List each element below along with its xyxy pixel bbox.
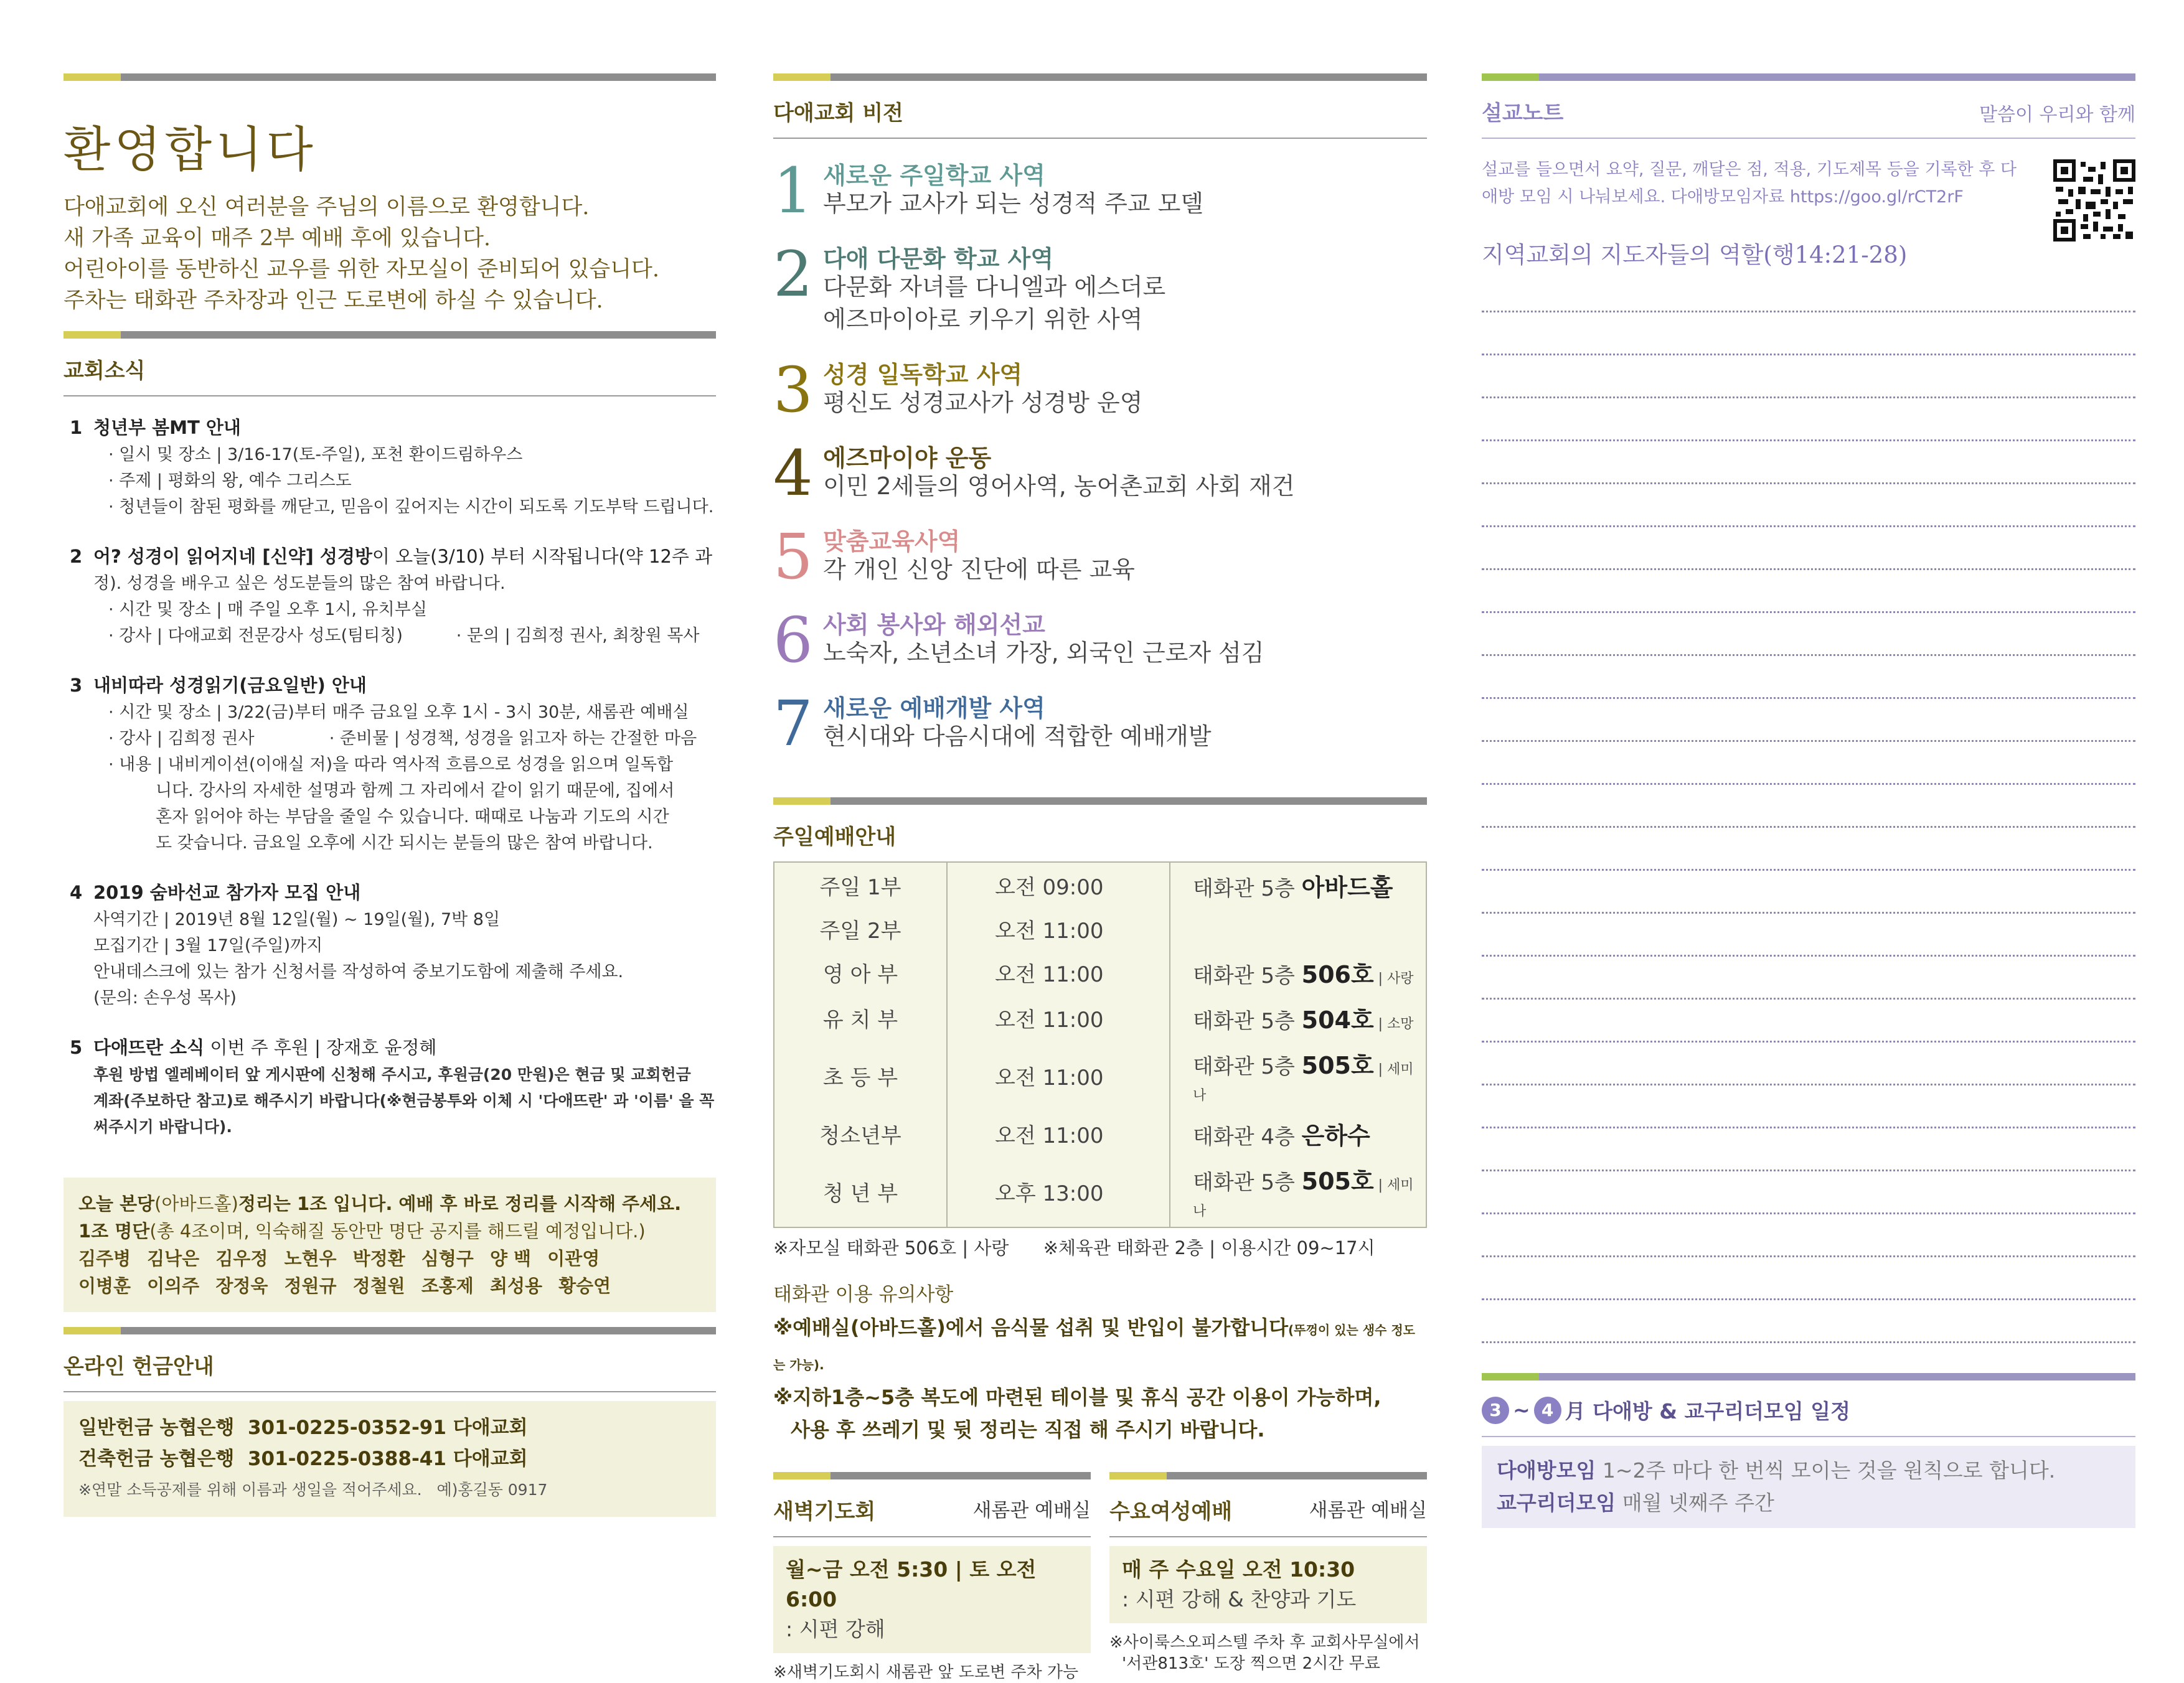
note-line[interactable] bbox=[1482, 699, 2135, 742]
service-name: 주일 2부 bbox=[774, 908, 947, 950]
right-column bbox=[1482, 73, 2135, 1528]
note-lines bbox=[1482, 270, 2135, 1343]
vision-description bbox=[823, 387, 1142, 419]
service-name: 초 등 부 bbox=[774, 1041, 947, 1111]
vision-item bbox=[773, 156, 1427, 240]
vision-description bbox=[823, 553, 1135, 586]
note-line[interactable] bbox=[1482, 1085, 2135, 1128]
service-name: 영 아 부 bbox=[774, 950, 947, 995]
member-name: 김주병 bbox=[78, 1248, 131, 1269]
vision-title: 맞춤교육사역 bbox=[823, 528, 961, 555]
news-number: 1 bbox=[70, 417, 83, 438]
dawn-time: 월~금 오전 5:30 | 토 오전 6:00 bbox=[786, 1557, 1037, 1611]
worship-row bbox=[774, 995, 1426, 1041]
vision-title: 새로운 예배개발 사역 bbox=[823, 695, 1045, 722]
welcome-line: 새 가족 교육이 매주 2부 예배 후에 있습니다. bbox=[64, 226, 491, 251]
schedule-label: 다애방모임 bbox=[1497, 1458, 1596, 1483]
vision-item bbox=[773, 689, 1427, 772]
dawn-title: 새벽기도회 bbox=[773, 1499, 876, 1524]
service-place bbox=[1170, 1111, 1426, 1156]
service-place bbox=[1170, 1156, 1426, 1227]
service-time: 오전 11:00 bbox=[947, 995, 1170, 1041]
wednesday-service bbox=[1109, 1472, 1427, 1674]
top-bar bbox=[1482, 73, 2135, 81]
dawn-topic: : 시편 강해 bbox=[786, 1617, 885, 1641]
section-bar bbox=[773, 1472, 1091, 1479]
worship-row bbox=[774, 1111, 1426, 1156]
service-name: 주일 1부 bbox=[774, 862, 947, 908]
member-name: 정철원 bbox=[352, 1275, 405, 1296]
member-name: 양 백 bbox=[489, 1248, 532, 1269]
section-bar bbox=[64, 1327, 716, 1334]
note-line[interactable] bbox=[1482, 484, 2135, 527]
usage-title: 태화관 이용 유의사항 bbox=[773, 1283, 954, 1306]
vision-description-line: 각 개인 신앙 진단에 따른 교육 bbox=[823, 556, 1135, 583]
vision-number: 6 bbox=[773, 604, 813, 677]
note-line[interactable] bbox=[1482, 1300, 2135, 1343]
news-number: 5 bbox=[70, 1037, 83, 1058]
worship-row bbox=[774, 908, 1426, 950]
usage-line bbox=[773, 1311, 1427, 1381]
vision-description-line: 에즈마이아로 키우기 위한 사역 bbox=[823, 306, 1143, 333]
sermon-description: 설교를 들으면서 요약, 질문, 깨달은 점, 적용, 기도제목 등을 기록한 후 다애방 모임 시 나눠보세요. 다애방모임자료 https://goo.gl/rCT2rF bbox=[1482, 160, 2017, 207]
note-line[interactable] bbox=[1482, 1171, 2135, 1214]
vision-description-line: 노숙자, 소년소녀 가장, 외국인 근로자 섬김 bbox=[823, 639, 1264, 667]
service-place bbox=[1170, 862, 1426, 908]
account-line: 일반헌금 농협은행 301-0225-0352-91 다애교회 bbox=[78, 1417, 528, 1439]
note-line[interactable] bbox=[1482, 1043, 2135, 1085]
note-line[interactable] bbox=[1482, 613, 2135, 656]
place-room: 은하수 bbox=[1301, 1122, 1370, 1150]
service-name: 청 년 부 bbox=[774, 1156, 947, 1227]
service-place bbox=[1170, 908, 1426, 950]
worship-row bbox=[774, 862, 1426, 908]
member-name: 조홍제 bbox=[421, 1275, 474, 1296]
news-line: 안내데스크에 있는 참가 신청서를 작성하여 중보기도함에 제출해 주세요. bbox=[93, 962, 624, 982]
vision-list bbox=[773, 156, 1427, 772]
vision-description-line: 다문화 자녀를 다니엘과 에스더로 bbox=[823, 273, 1166, 301]
news-line: · 강사 | 김희정 권사 · 준비물 | 성경책, 성경을 읽고자 하는 간절한 마음 bbox=[108, 729, 697, 748]
month-badge: 4 bbox=[1534, 1397, 1561, 1424]
online-giving-box bbox=[64, 1401, 716, 1517]
service-time: 오후 13:00 bbox=[947, 1156, 1170, 1227]
service-place bbox=[1170, 1041, 1426, 1111]
title-rule bbox=[1482, 1436, 2135, 1437]
service-time: 오전 11:00 bbox=[947, 908, 1170, 950]
cleaning-box bbox=[64, 1178, 716, 1312]
place-room-name: | 세미나 bbox=[1193, 1178, 1414, 1219]
title-rule bbox=[64, 395, 716, 396]
vision-title: 성경 일독학교 사역 bbox=[823, 361, 1023, 388]
news-line: 혼자 읽어야 하는 부담을 줄일 수 있습니다. 때때로 나눔과 기도의 시간 bbox=[156, 807, 669, 827]
welcome-title: 환영합니다 bbox=[64, 122, 317, 178]
place-building: 태화관 5층 bbox=[1193, 1054, 1302, 1079]
section-bar bbox=[1482, 1373, 2135, 1381]
place-building: 태화관 5층 bbox=[1193, 963, 1302, 988]
note-line[interactable] bbox=[1482, 1000, 2135, 1043]
service-name: 유 치 부 bbox=[774, 995, 947, 1041]
news-item bbox=[64, 1034, 716, 1140]
place-room: 아바드홀 bbox=[1301, 874, 1393, 901]
news-line: 모집기간 | 3월 17일(주일)까지 bbox=[93, 936, 323, 955]
service-name: 청소년부 bbox=[774, 1111, 947, 1156]
vision-title: 사회 봉사와 해외선교 bbox=[823, 611, 1045, 639]
sermon-tagline: 말씀이 우리와 함께 bbox=[1979, 104, 2135, 126]
cleaning-text: 오늘 본당 bbox=[78, 1193, 155, 1214]
schedule-text: 1~2주 마다 한 번씩 모이는 것을 원칙으로 합니다. bbox=[1596, 1458, 2056, 1483]
vision-description bbox=[823, 637, 1264, 669]
place-building: 태화관 4층 bbox=[1193, 1125, 1302, 1150]
usage-text-small: (뚜껑이 있는 생수 정도는 가능). bbox=[773, 1323, 1415, 1372]
news-line: 써주시기 바랍니다). bbox=[93, 1118, 232, 1136]
vision-item bbox=[773, 606, 1427, 689]
account-line: 건축헌금 농협은행 301-0225-0388-41 다애교회 bbox=[78, 1448, 528, 1470]
cleaning-text: 1조 명단 bbox=[78, 1221, 150, 1242]
top-bar bbox=[64, 73, 716, 81]
vision-number: 2 bbox=[773, 238, 813, 311]
month-badge: 3 bbox=[1482, 1397, 1509, 1424]
note-line[interactable] bbox=[1482, 441, 2135, 484]
wednesday-note: ※사이룩스오피스텔 주차 후 교회사무실에서 bbox=[1109, 1633, 1420, 1652]
note-line[interactable] bbox=[1482, 270, 2135, 312]
service-time: 오전 11:00 bbox=[947, 950, 1170, 995]
vision-title: 다애교회 비전 bbox=[773, 101, 903, 126]
service-time: 오전 11:00 bbox=[947, 1041, 1170, 1111]
note-line[interactable] bbox=[1482, 312, 2135, 355]
left-column bbox=[64, 73, 716, 1517]
note-line[interactable] bbox=[1482, 1257, 2135, 1300]
usage-text: ※예배실(아바드홀)에서 음식물 섭취 및 반입이 불가합니다 bbox=[773, 1316, 1289, 1339]
dawn-box bbox=[773, 1546, 1091, 1653]
vision-number: 5 bbox=[773, 520, 813, 593]
vision-item bbox=[773, 522, 1427, 606]
section-bar bbox=[773, 797, 1427, 805]
member-name: 장정욱 bbox=[215, 1275, 268, 1296]
vision-number: 7 bbox=[773, 687, 813, 760]
vision-item bbox=[773, 439, 1427, 522]
news-item bbox=[64, 543, 716, 649]
schedule-box bbox=[1482, 1446, 2135, 1528]
schedule-text: 매월 넷째주 주간 bbox=[1616, 1491, 1774, 1515]
cleaning-text: (아바드홀) bbox=[154, 1193, 238, 1214]
member-name: 이관영 bbox=[547, 1248, 600, 1269]
note-line[interactable] bbox=[1482, 914, 2135, 957]
news-line: · 강사 | 다애교회 전문강사 성도(팀티칭) · 문의 | 김희정 권사, 최창원 목사 bbox=[108, 626, 700, 645]
section-bar bbox=[64, 331, 716, 339]
vision-description bbox=[823, 720, 1212, 752]
member-name: 정원규 bbox=[284, 1275, 337, 1296]
wednesday-topic: : 시편 강해 & 찬양과 기도 bbox=[1122, 1587, 1357, 1611]
news-line: 니다. 강사의 자세한 설명과 함께 그 자리에서 같이 읽기 때문에, 집에서 bbox=[156, 781, 675, 800]
place-room: 505호 bbox=[1301, 1052, 1374, 1079]
usage-line: ※지하1층~5층 복도에 마련된 테이블 및 휴식 공간 이용이 가능하며, bbox=[773, 1385, 1381, 1409]
place-room-name: | 사랑 bbox=[1373, 971, 1414, 987]
news-item bbox=[64, 414, 716, 520]
top-bar bbox=[773, 73, 1427, 81]
vision-number: 3 bbox=[773, 354, 813, 426]
vision-item bbox=[773, 355, 1427, 439]
vision-description-line: 현시대와 다음시대에 적합한 예배개발 bbox=[823, 723, 1212, 750]
welcome-line: 다애교회에 오신 여러분을 주님의 이름으로 환영합니다. bbox=[64, 195, 590, 220]
member-name: 김우정 bbox=[215, 1248, 268, 1269]
news-line: 사역기간 | 2019년 8월 12일(월) ~ 19일(월), 7박 8일 bbox=[93, 910, 501, 929]
news-heading: 내비따라 성경읽기(금요일반) 안내 bbox=[93, 675, 367, 696]
news-heading: 청년부 봄MT 안내 bbox=[93, 417, 241, 438]
place-room: 504호 bbox=[1301, 1006, 1374, 1034]
qr-code-icon bbox=[2053, 159, 2135, 241]
vision-description bbox=[823, 271, 1165, 335]
title-rule bbox=[773, 1536, 1091, 1537]
vision-number: 1 bbox=[773, 154, 813, 227]
note-line[interactable] bbox=[1482, 527, 2135, 570]
vision-description bbox=[823, 187, 1203, 220]
section-bar bbox=[1109, 1472, 1427, 1479]
giving-note: ※연말 소득공제를 위해 이름과 생일을 적어주세요. 예)홍길동 0917 bbox=[78, 1481, 548, 1499]
note-line[interactable] bbox=[1482, 828, 2135, 871]
vision-description-line: 부모가 교사가 되는 성경적 주교 모델 bbox=[823, 190, 1204, 217]
news-line: 정). 성경을 배우고 싶은 성도분들의 많은 참여 바랍니다. bbox=[93, 574, 506, 593]
news-line: (문의: 손우성 목사) bbox=[93, 988, 237, 1008]
news-heading: 어? 성경이 읽어지네 [신약] 성경방 bbox=[93, 546, 372, 567]
names-row bbox=[78, 1272, 701, 1300]
wednesday-box bbox=[1109, 1546, 1427, 1623]
wednesday-title: 수요여성예배 bbox=[1109, 1499, 1233, 1524]
news-item bbox=[64, 879, 716, 1011]
place-room: 506호 bbox=[1301, 961, 1374, 988]
vision-description-line: 이민 2세들의 영어사역, 농어촌교회 사회 재건 bbox=[823, 472, 1295, 500]
vision-item bbox=[773, 240, 1427, 355]
title-rule bbox=[64, 1391, 716, 1392]
vision-number: 4 bbox=[773, 437, 813, 510]
wednesday-time: 매 주 수요일 오전 10:30 bbox=[1122, 1557, 1355, 1582]
news-title: 교회소식 bbox=[64, 359, 146, 383]
news-heading: 2019 숨바선교 참가자 모집 안내 bbox=[93, 882, 361, 903]
cleaning-text: (총 4조이며, 익숙해질 동안만 명단 공지를 해드릴 예정입니다.) bbox=[149, 1221, 646, 1242]
place-room-name: | 세미나 bbox=[1193, 1062, 1414, 1104]
news-line: · 주제 | 평화의 왕, 예수 그리스도 bbox=[108, 471, 352, 490]
cleaning-text: 정리는 1조 입니다. 예배 후 바로 정리를 시작해 주세요. bbox=[238, 1193, 682, 1214]
news-line: · 시간 및 장소 | 매 주일 오후 1시, 유치부실 bbox=[108, 600, 427, 619]
note-line[interactable] bbox=[1482, 1128, 2135, 1171]
welcome-text bbox=[64, 192, 716, 316]
service-subcolumns bbox=[773, 1472, 1427, 1682]
news-heading-rest: 이 오늘(3/10) 부터 시작됩니다(약 12주 과 bbox=[372, 546, 713, 567]
note-line[interactable] bbox=[1482, 742, 2135, 785]
dawn-note: ※새벽기도회시 새롬관 앞 도로변 주차 가능 bbox=[773, 1663, 1079, 1682]
place-building: 태화관 5층 bbox=[1193, 1009, 1302, 1034]
sermon-note-title: 설교노트 bbox=[1482, 101, 1564, 126]
place-room-name: | 소망 bbox=[1373, 1016, 1414, 1032]
news-line: · 청년들이 참된 평화를 깨닫고, 믿음이 깊어지는 시간이 되도록 기도부탁 드립니다. bbox=[108, 497, 714, 517]
news-heading: 다애뜨란 소식 bbox=[93, 1037, 205, 1058]
welcome-line: 주차는 태화관 주차장과 인근 도로변에 하실 수 있습니다. bbox=[64, 288, 603, 313]
note-line[interactable] bbox=[1482, 957, 2135, 1000]
news-heading-rest: 이번 주 후원 | 장재호 윤정혜 bbox=[210, 1037, 437, 1058]
wednesday-note: '서관813호' 도장 찍으면 2시간 무료 bbox=[1122, 1654, 1380, 1673]
news-number: 2 bbox=[70, 546, 83, 567]
vision-description-line: 평신도 성경교사가 성경방 운영 bbox=[823, 389, 1143, 416]
note-line[interactable] bbox=[1482, 570, 2135, 613]
note-line[interactable] bbox=[1482, 871, 2135, 914]
vision-title: 새로운 주일학교 사역 bbox=[823, 162, 1045, 189]
place-building: 태화관 5층 bbox=[1193, 1170, 1302, 1195]
news-line: 도 갖습니다. 금요일 오후에 시간 되시는 분들의 많은 참여 바랍니다. bbox=[156, 833, 653, 853]
worship-row bbox=[774, 1041, 1426, 1111]
news-line: · 일시 및 장소 | 3/16-17(토-주일), 포천 환이드림하우스 bbox=[108, 445, 523, 464]
online-title: 온라인 헌금안내 bbox=[64, 1354, 214, 1379]
title-rule bbox=[1482, 138, 2135, 139]
note-line[interactable] bbox=[1482, 785, 2135, 828]
news-line: 후원 방법 엘레베이터 앞 게시판에 신청해 주시고, 후원금(20 만원)은 현금 및 교회헌금 bbox=[93, 1066, 691, 1084]
service-time: 오전 11:00 bbox=[947, 1111, 1170, 1156]
vision-description bbox=[823, 470, 1294, 502]
worship-table bbox=[773, 861, 1427, 1228]
news-line: · 내용 | 내비게이션(이애실 저)을 따라 역사적 흐름으로 성경을 읽으며 일독합 bbox=[108, 755, 674, 774]
title-rule bbox=[773, 138, 1427, 139]
member-name: 최성용 bbox=[489, 1275, 542, 1296]
names-row bbox=[78, 1245, 701, 1272]
welcome-line: 어린아이를 동반하신 교우를 위한 자모실이 준비되어 있습니다. bbox=[64, 257, 659, 282]
dawn-prayer bbox=[773, 1472, 1091, 1683]
service-time: 오전 09:00 bbox=[947, 862, 1170, 908]
sermon-topic: 지역교회의 지도자들의 역할(행14:21-28) bbox=[1482, 241, 1908, 268]
dawn-place: 새롬관 예배실 bbox=[972, 1499, 1091, 1522]
member-name: 노현우 bbox=[284, 1248, 337, 1269]
note-line[interactable] bbox=[1482, 355, 2135, 398]
schedule-label: 교구리더모임 bbox=[1497, 1491, 1616, 1515]
note-line[interactable] bbox=[1482, 656, 2135, 699]
news-number: 3 bbox=[70, 675, 83, 696]
service-place bbox=[1170, 995, 1426, 1041]
news-item bbox=[64, 672, 716, 856]
news-line: 계좌(주보하단 참고)로 해주시기 바랍니다(※현금봉투와 이체 시 '다애뜨란' 과 '이름' 을 꼭 bbox=[93, 1092, 715, 1110]
worship-title: 주일예배안내 bbox=[773, 825, 897, 850]
member-name: 박정환 bbox=[352, 1248, 405, 1269]
middle-column bbox=[773, 73, 1427, 1682]
news-number: 4 bbox=[70, 882, 83, 903]
vision-title: 다애 다문화 학교 사역 bbox=[823, 245, 1054, 273]
title-rule bbox=[1109, 1536, 1427, 1537]
place-room: 505호 bbox=[1301, 1168, 1374, 1195]
member-name: 심형구 bbox=[421, 1248, 474, 1269]
worship-row bbox=[774, 1156, 1426, 1227]
usage-line: 사용 후 쓰레기 및 뒷 정리는 직접 해 주시기 바랍니다. bbox=[791, 1418, 1265, 1442]
note-line[interactable] bbox=[1482, 1214, 2135, 1257]
wednesday-place: 새롬관 예배실 bbox=[1309, 1499, 1427, 1522]
member-name: 황승연 bbox=[558, 1275, 611, 1296]
vision-title: 에즈마이야 운동 bbox=[823, 444, 992, 472]
worship-note: ※자모실 태화관 506호 | 사랑 ※체육관 태화관 2층 | 이용시간 09~17시 bbox=[773, 1237, 1375, 1259]
member-name: 이병훈 bbox=[78, 1275, 131, 1296]
note-line[interactable] bbox=[1482, 398, 2135, 441]
news-line: · 시간 및 장소 | 3/22(금)부터 매주 금요일 오후 1시 - 3시 30분, 새롬관 예배실 bbox=[108, 703, 689, 722]
schedule-title-text: 月 다애방 & 교구리더모임 일정 bbox=[1565, 1399, 1851, 1423]
schedule-title: 3 ~ 4 月 다애방 & 교구리더모임 일정 bbox=[1482, 1395, 2135, 1425]
service-place bbox=[1170, 950, 1426, 995]
worship-row bbox=[774, 950, 1426, 995]
place-building: 태화관 5층 bbox=[1193, 876, 1302, 901]
member-name: 이의주 bbox=[147, 1275, 200, 1296]
member-name: 김낙은 bbox=[147, 1248, 200, 1269]
